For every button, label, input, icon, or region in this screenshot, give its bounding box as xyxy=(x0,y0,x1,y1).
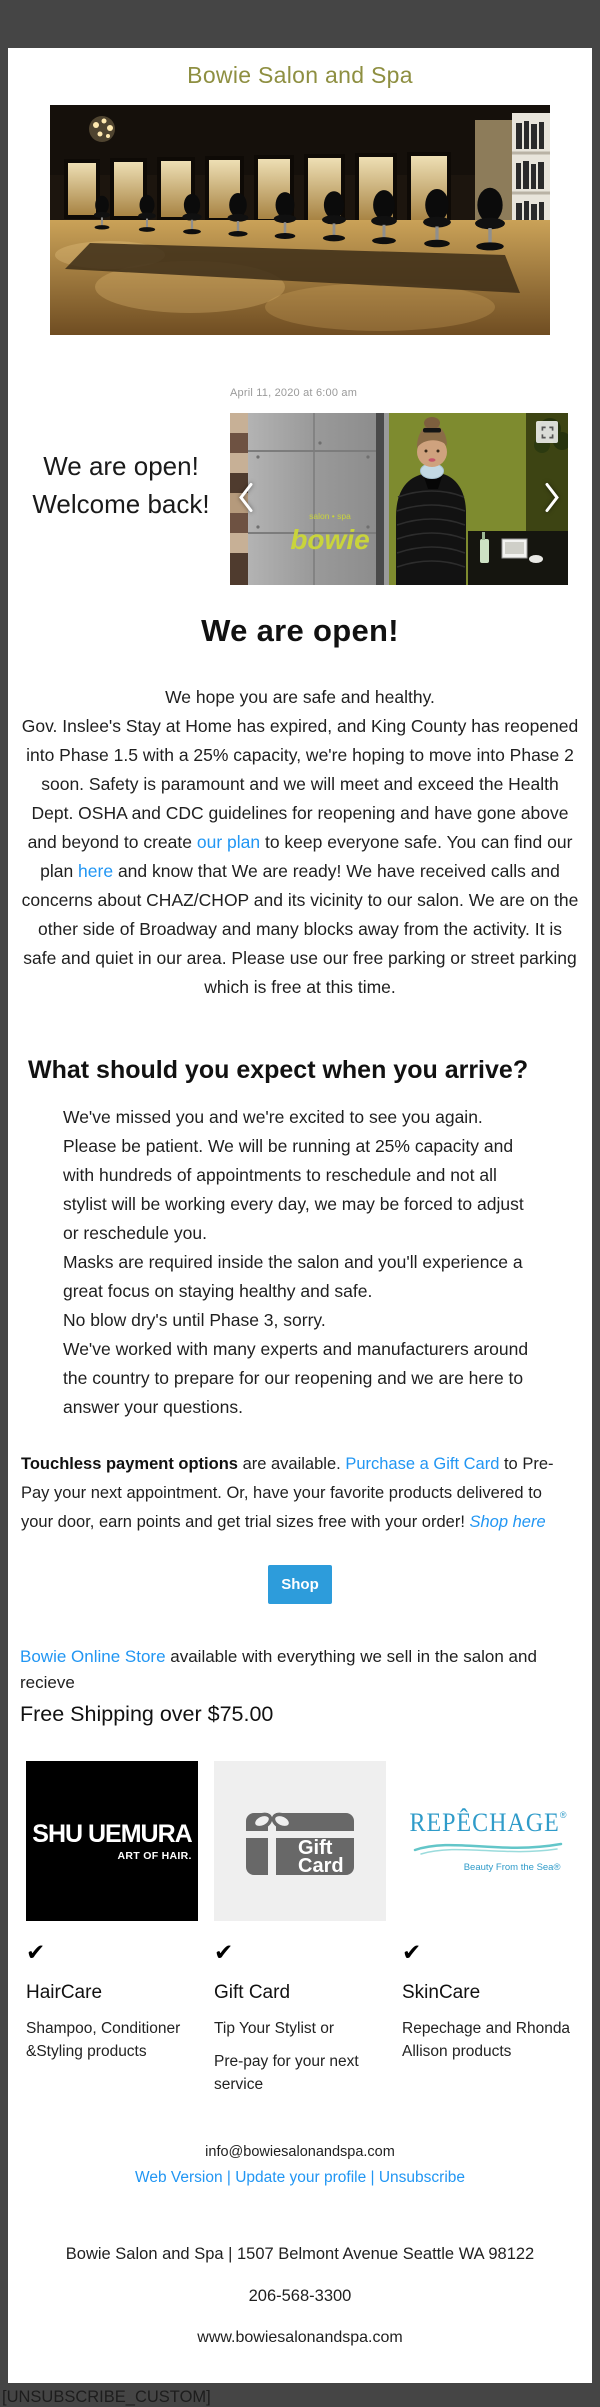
email-footer xyxy=(8,2144,592,2347)
expect-list xyxy=(63,1103,534,1422)
salon-interior-photo xyxy=(50,105,550,335)
carousel-prev-button[interactable] xyxy=(238,483,254,516)
repechage-tagline: Beauty From the Sea® xyxy=(463,1861,561,1873)
gift-icon-text-1: Gift xyxy=(298,1837,333,1859)
expect-item: Please be patient. We will be running at 25% capacity and with hundreds of appointments to reschedule and not all stylist will be working every day, we may be forced to adjust or reschedule you. xyxy=(63,1136,524,1243)
giftcard-title: Gift Card xyxy=(214,1982,291,2003)
storefront-photo-illustration xyxy=(230,413,568,585)
shop-button-row xyxy=(8,1565,592,1604)
purchase-gift-card-link[interactable]: Purchase a Gift Card xyxy=(345,1455,500,1473)
salon-phone: 206-568-3300 xyxy=(248,2287,352,2305)
web-version-link[interactable]: Web Version xyxy=(134,2169,223,2186)
salon-interior-illustration xyxy=(50,105,550,335)
expect-item: We've missed you and we're excited to see you again. xyxy=(63,1107,483,1127)
touchless-paragraph xyxy=(21,1450,576,1537)
footer-separator: | xyxy=(370,2169,375,2186)
free-shipping-text: Free Shipping over $75.00 xyxy=(20,1702,274,1726)
bowie-logo-sub: salon • spa xyxy=(309,511,351,521)
gift-card-icon xyxy=(240,1797,360,1885)
chevron-left-icon xyxy=(238,483,254,513)
footer-links xyxy=(8,2169,592,2187)
chevron-right-icon xyxy=(544,483,560,513)
welcome-text xyxy=(22,387,220,585)
expect-item: We've worked with many experts and manufacturers around the country to prepare for our reopening and we are here to answer your questions. xyxy=(63,1339,529,1417)
shop-here-link[interactable]: Shop here xyxy=(469,1513,546,1531)
checkmark-icon: ✔ xyxy=(214,1939,234,1965)
expand-button[interactable] xyxy=(536,421,558,443)
checkmark-icon: ✔ xyxy=(402,1939,422,1965)
photo-date-caption: April 11, 2020 at 6:00 am xyxy=(230,387,358,399)
announce-body-3: and know that We are ready! We have received calls and concerns about CHAZ/CHOP and its vicinity to our salon. We are on the other side of Broadway and many blocks away from the activity. It is safe and quiet in our area. Please use our free parking or street parking which is free at this time. xyxy=(21,861,579,997)
welcome-line-1: We are open! xyxy=(43,451,199,481)
skincare-desc-line2: Allison products xyxy=(402,2043,512,2060)
haircare-desc xyxy=(26,2017,198,2063)
touchless-text-1: are available. xyxy=(237,1455,346,1473)
repechage-tile[interactable] xyxy=(402,1761,574,1921)
open-heading: We are open! xyxy=(201,613,399,648)
skincare-desc xyxy=(402,2017,574,2063)
skincare-desc-line1: Repechage and Rhonda xyxy=(402,2020,571,2037)
giftcard-desc-2: Pre-pay for your next service xyxy=(214,2053,359,2093)
announce-intro: We hope you are safe and healthy. xyxy=(165,687,435,707)
shu-uemura-sub: ART OF HAIR. xyxy=(117,1850,192,1862)
wave-icon xyxy=(413,1837,563,1857)
store-text: available with everything we sell in the salon and recieve xyxy=(20,1647,537,1692)
our-plan-link[interactable]: our plan xyxy=(196,832,261,852)
email-body xyxy=(8,48,592,2383)
shop-button[interactable]: Shop xyxy=(268,1565,332,1604)
bowie-logo-main: bowie xyxy=(290,524,370,555)
carousel-section xyxy=(8,387,592,585)
haircare-desc-line1: Shampoo, Conditioner xyxy=(26,2020,181,2037)
expand-icon xyxy=(541,426,554,439)
gift-icon-text-2: Card xyxy=(298,1855,344,1877)
repechage-logo xyxy=(409,1807,567,1873)
contact-email: info@bowiesalonandspa.com xyxy=(205,2144,395,2160)
repechage-brand: REPÊCHAGE xyxy=(409,1807,560,1837)
expect-heading: What should you expect when you arrive? xyxy=(28,1056,529,1084)
checkmark-icon: ✔ xyxy=(26,1939,46,1965)
carousel-photo xyxy=(230,413,568,585)
announce-body-1: Gov. Inslee's Stay at Home has expired, and King County has reopened into Phase 1.5 with a 25% capacity, we're hoping to move into Phase 2 soon. Safety is paramount and we will meet and exceed the Health Dept. OSHA and CDC guidelines for reopening and have gone above and beyond to create xyxy=(21,716,579,852)
update-profile-link[interactable]: Update your profile xyxy=(235,2169,367,2186)
shu-uemura-logo xyxy=(32,1820,191,1862)
welcome-line-2: Welcome back! xyxy=(32,489,210,519)
product-col-giftcard xyxy=(214,1761,386,2096)
haircare-title: HairCare xyxy=(26,1982,103,2003)
repechage-reg: ® xyxy=(559,1809,567,1820)
product-col-haircare xyxy=(26,1761,198,2096)
giftcard-desc-1: Tip Your Stylist or xyxy=(214,2020,335,2037)
unsubscribe-link[interactable]: Unsubscribe xyxy=(378,2169,466,2186)
chandelier xyxy=(89,116,115,142)
products-row xyxy=(26,1761,574,2096)
expect-item: Masks are required inside the salon and you'll experience a great focus on staying healthy and safe. xyxy=(63,1252,523,1301)
announcement-paragraph xyxy=(20,683,580,1002)
salon-website: www.bowiesalonandspa.com xyxy=(197,2329,403,2346)
skincare-title: SkinCare xyxy=(402,1982,481,2003)
here-link[interactable]: here xyxy=(78,861,114,881)
product-col-skincare xyxy=(402,1761,574,2096)
shu-uemura-brand: SHU UEMURA xyxy=(32,1820,192,1848)
carousel-next-button[interactable] xyxy=(544,483,560,516)
footer-separator: | xyxy=(226,2169,231,2186)
salon-address: Bowie Salon and Spa | 1507 Belmont Avenue Seattle WA 98122 xyxy=(65,2245,535,2263)
touchless-text-2: to Pre-Pay your next appointment. Or, have your favorite products delivered to your door, earn points and get trial sizes free with your order! xyxy=(21,1455,554,1531)
online-store-link[interactable]: Bowie Online Store xyxy=(20,1647,166,1666)
store-line xyxy=(20,1644,580,1696)
touchless-bold: Touchless payment options xyxy=(21,1455,238,1473)
announce-body-2: to keep everyone safe. You can find our plan xyxy=(40,832,573,881)
carousel-column xyxy=(230,387,568,585)
gift-card-tile[interactable] xyxy=(214,1761,386,1921)
haircare-desc-line2: &Styling products xyxy=(26,2043,147,2060)
unsubscribe-custom-tag: [UNSUBSCRIBE_CUSTOM] xyxy=(2,2388,211,2406)
shu-uemura-tile[interactable] xyxy=(26,1761,198,1921)
page-title: Bowie Salon and Spa xyxy=(187,62,413,88)
expect-item: No blow dry's until Phase 3, sorry. xyxy=(63,1310,326,1330)
